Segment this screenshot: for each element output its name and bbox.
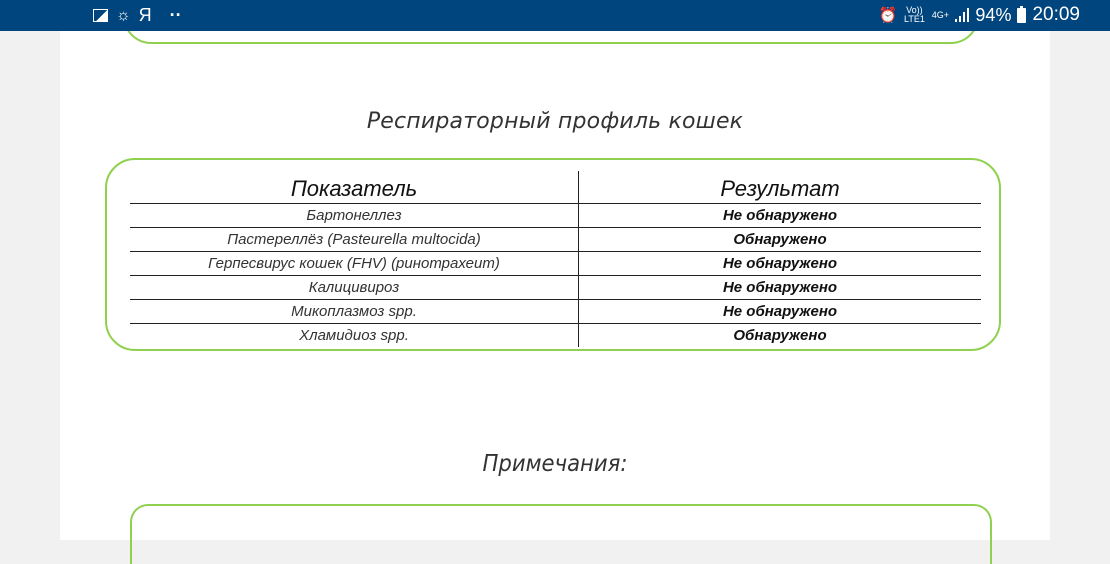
document-page xyxy=(60,31,1050,540)
table-row xyxy=(130,228,981,252)
result-cell: Не обнаружено xyxy=(722,255,838,272)
status-bar-system xyxy=(879,4,1080,26)
yandex-icon: Я xyxy=(138,5,152,25)
table-row xyxy=(130,300,981,324)
signal-icon xyxy=(955,8,969,22)
table-row xyxy=(130,204,981,228)
indicator-cell: Микоплазмоз spp. xyxy=(130,300,579,323)
status-bar-notifications xyxy=(93,5,182,26)
battery-icon xyxy=(1017,8,1026,23)
indicator-cell: Калицивироз xyxy=(130,276,579,299)
result-cell: Не обнаружено xyxy=(722,303,838,320)
table-row xyxy=(130,252,981,276)
gallery-icon xyxy=(93,9,108,22)
table-row xyxy=(130,324,981,347)
respiratory-profile-table-box xyxy=(105,158,1001,351)
indicator-cell: Герпесвирус кошек (FHV) (ринотрахеит) xyxy=(130,252,579,275)
result-cell: Обнаружено xyxy=(733,327,827,344)
notes-title: Примечания: xyxy=(482,451,628,477)
alarm-icon: ⏰ xyxy=(878,7,898,24)
result-cell: Обнаружено xyxy=(733,231,827,248)
results-table xyxy=(130,171,981,347)
battery-percent: 94% xyxy=(975,4,1012,25)
header-result: Результат xyxy=(720,176,840,201)
weather-icon: ☼ xyxy=(116,6,131,24)
notes-box xyxy=(130,504,992,564)
indicator-cell: Хламидиоз spp. xyxy=(130,324,579,347)
clock: 20:09 xyxy=(1032,4,1080,25)
table-header-row xyxy=(130,171,981,204)
header-indicator: Показатель xyxy=(130,171,579,203)
indicator-cell: Пастереллёз (Pasteurella multocida) xyxy=(130,228,579,251)
status-bar xyxy=(0,0,1110,31)
result-cell: Не обнаружено xyxy=(722,207,838,224)
result-cell: Не обнаружено xyxy=(722,279,838,296)
table-row xyxy=(130,276,981,300)
more-dots-icon: ·· xyxy=(169,5,182,25)
section-title: Респираторный профиль кошек xyxy=(366,109,744,134)
indicator-cell: Бартонеллез xyxy=(130,204,579,227)
volte-indicator: Vo)) LTE1 xyxy=(904,5,925,24)
network-type: 4G+ xyxy=(931,9,950,20)
